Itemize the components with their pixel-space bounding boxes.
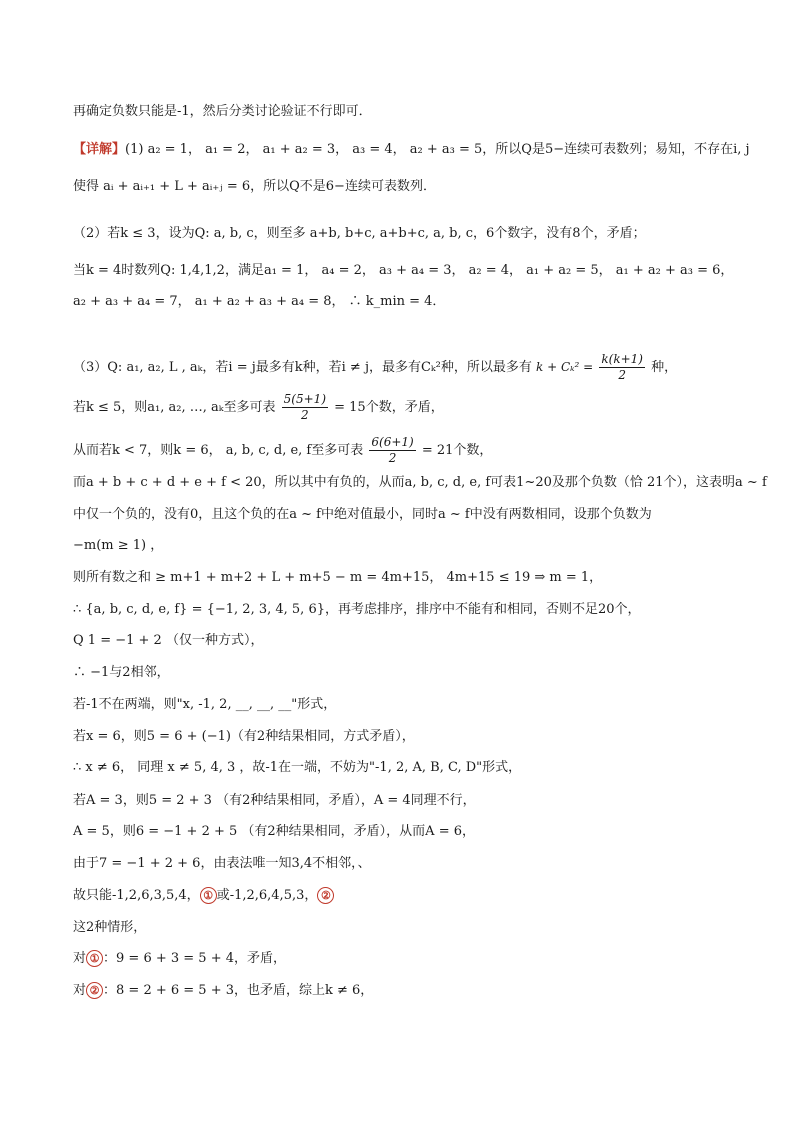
- text-line-cases: [73, 887, 334, 905]
- k6-tail: = 21个数，: [421, 443, 493, 458]
- text-line-m: −m(m ≥ 1) ，: [73, 538, 164, 553]
- fraction-k-num: k(k+1): [601, 352, 643, 366]
- text-line-two-cases: 这2种情形，: [73, 920, 147, 935]
- check-1-text: ：9 = 6 + 3 = 5 + 4，矛盾，: [103, 951, 286, 966]
- k5-text: 若k ≤ 5，则a₁, a₂, …, aₖ至多可表: [73, 400, 276, 415]
- text-line-set: ∴ {a, b, c, d, e, f} = {−1, 2, 3, 4, 5, 6}，再考虑排序，排序中不能有和相同，否则不足20个，: [73, 602, 641, 617]
- text-line-a3: 若A = 3，则5 = 2 + 3 （有2种结果相同，矛盾），A = 4同理不行，: [73, 793, 476, 808]
- fraction-k-den: 2: [618, 368, 626, 382]
- text-line-adjacent: ∴ −1与2相邻，: [73, 665, 170, 680]
- circle-one-ref-icon: ①: [86, 950, 103, 967]
- text-line-form: 若-1不在两端，则"x, -1, 2, __, __, __"形式，: [73, 697, 337, 712]
- text-line-k6: [73, 435, 492, 466]
- text-line-k4-cont: a₂ + a₃ + a₄ = 7， a₁ + a₂ + a₃ + a₄ = 8， ∴ k_min = 4．: [73, 294, 446, 309]
- circle-one-icon: ①: [200, 887, 217, 904]
- k6-text: 从而若k < 7，则k = 6， a, b, c, d, e, f至多可表: [73, 443, 364, 458]
- text-line-x6: 若x = 6，则5 = 6 + (−1)（有2种结果相同，方式矛盾），: [73, 729, 415, 744]
- fraction-5-num: 5(5+1): [283, 392, 326, 406]
- check-2-text: ：8 = 2 + 6 = 5 + 3，也矛盾，综上k ≠ 6，: [103, 983, 374, 998]
- text-line-negative: 中仅一个负的，没有0，且这个负的在a ~ f中绝对值最小，同时a ~ f中没有两数相同，设那个负数为: [73, 507, 652, 522]
- fraction-6: [369, 435, 415, 466]
- fraction-5-den: 2: [301, 408, 309, 422]
- text-line-sum: 而a + b + c + d + e + f < 20，所以其中有负的，从而a, b, c, d, e, f可表1~20及那个负数（恰 21个），这表明a ~ f: [73, 475, 767, 490]
- text-line-intro: 再确定负数只能是-1，然后分类讨论验证不行即可．: [73, 104, 372, 119]
- fraction-6-num: 6(6+1): [371, 435, 414, 449]
- text-line-part-2: （2）若k ≤ 3，设为Q: a, b, c，则至多 a+b, b+c, a+b+c, a, b, c，6个数字，没有8个，矛盾；: [73, 226, 646, 241]
- text-line-detail-2: 使得 aᵢ + aᵢ₊₁ + L + aᵢ₊ⱼ = 6，所以Q不是6−连续可表数列．: [73, 179, 436, 194]
- detail-tag: 【详解】: [73, 142, 126, 157]
- case-2-text: 或-1,2,6,4,5,3，: [216, 888, 318, 903]
- circle-two-icon: ②: [317, 887, 334, 904]
- fraction-k: [599, 352, 645, 383]
- part3-tail: 种，: [651, 360, 678, 375]
- fraction-6-den: 2: [388, 451, 397, 465]
- fraction-5: [282, 392, 328, 423]
- part3-formula: k + Cₖ² =: [536, 360, 594, 374]
- part3-text: （3）Q: a₁, a₂, L , aₖ，若i = j最多有k种，若i ≠ j，最多有Cₖ²种，所以最多有: [73, 360, 532, 375]
- check-2-prefix: 对: [73, 983, 87, 998]
- text-line-seven: 由于7 = −1 + 2 + 6，由表法唯一知3,4不相邻，、: [73, 856, 371, 871]
- text-line-one: Q 1 = −1 + 2 （仅一种方式），: [73, 633, 264, 648]
- text-line-total: 则所有数之和 ≥ m+1 + m+2 + L + m+5 − m = 4m+15， 4m+15 ≤ 19 ⇒ m = 1，: [73, 570, 603, 585]
- text-line-part-3: [73, 352, 677, 383]
- text-line-x-not: ∴ x ≠ 6， 同理 x ≠ 5, 4, 3 ，故-1在一端，不妨为"-1, 2, A, B, C, D"形式，: [73, 760, 522, 775]
- text-line-k5: [73, 392, 444, 423]
- text-line-a5: A = 5，则6 = −1 + 2 + 5 （有2种结果相同，矛盾），从而A = 6，: [73, 824, 475, 839]
- text-line-check-2: [73, 982, 373, 1000]
- circle-two-ref-icon: ②: [86, 982, 103, 999]
- check-1-prefix: 对: [73, 951, 87, 966]
- text-line-check-1: [73, 950, 286, 968]
- detail-text-1: (1) a₂ = 1， a₁ = 2， a₁ + a₂ = 3， a₃ = 4， a₂ + a₃ = 5，所以Q是5−连续可表数列；易知，不存在i, j: [125, 142, 750, 157]
- case-1-text: 故只能-1,2,6,3,5,4，: [73, 888, 200, 903]
- text-line-k4: 当k = 4时数列Q: 1,4,1,2，满足a₁ = 1， a₄ = 2， a₃ + a₄ = 3， a₂ = 4， a₁ + a₂ = 5， a₁ + a₂ + a₃ = 6，: [73, 263, 734, 278]
- text-line-detail-1: [73, 141, 750, 159]
- k5-tail: = 15个数，矛盾，: [334, 400, 444, 415]
